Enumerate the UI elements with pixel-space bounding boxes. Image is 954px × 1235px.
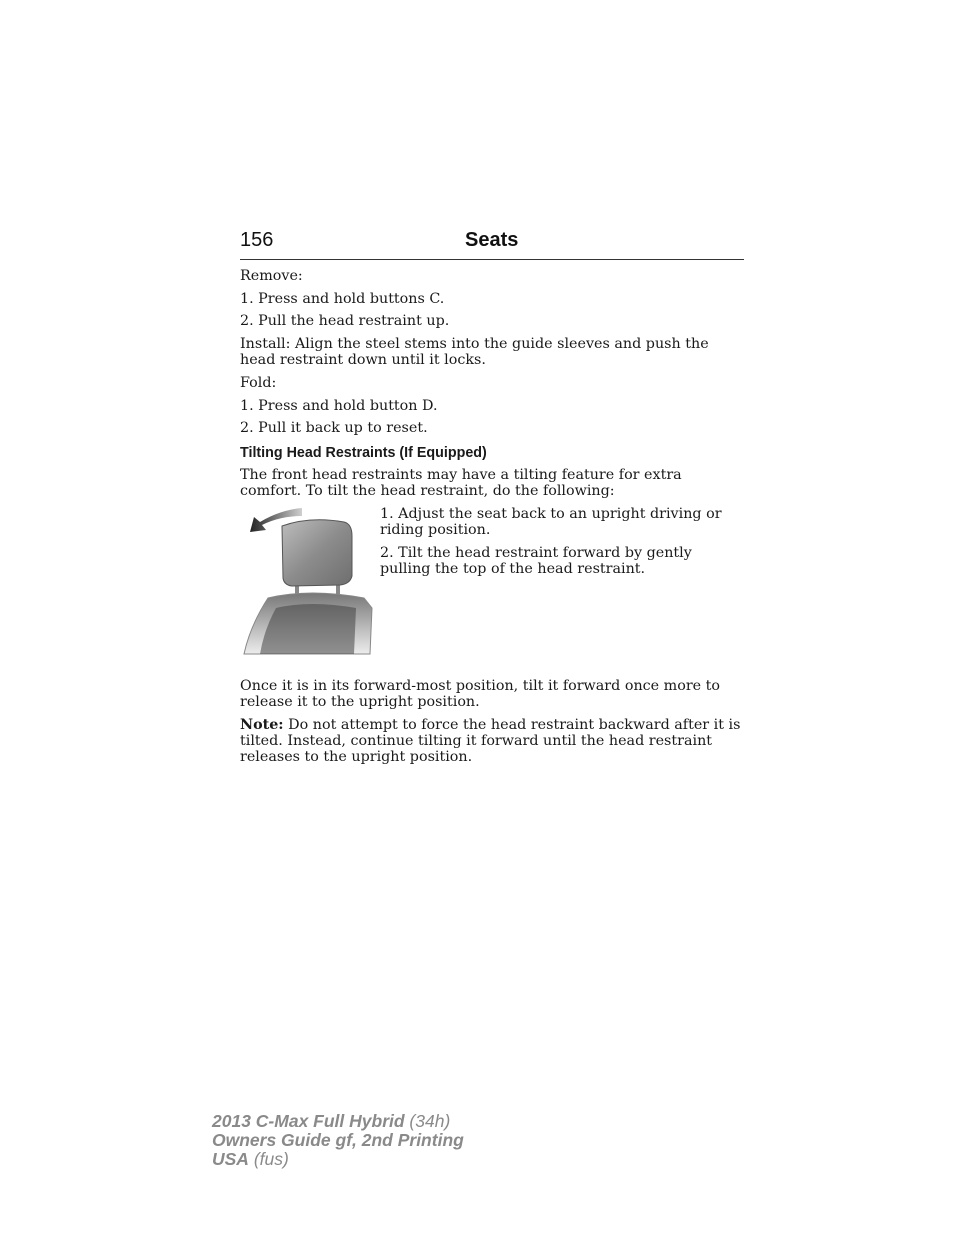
figure-row — [240, 506, 744, 666]
fold-label: Fold: — [240, 375, 277, 392]
footer-market-code: (fus) — [248, 1149, 289, 1169]
footer-line-1 — [212, 1112, 464, 1131]
note-label: Note: — [240, 716, 284, 733]
section-heading: Tilting Head Restraints (If Equipped) — [240, 444, 487, 461]
install-text: Install: Align the steel stems into the guide sleeves and push the head restraint down until it locks. — [240, 336, 709, 369]
tilt-step-1: 1. Adjust the seat back to an upright driving or riding position. — [380, 505, 722, 538]
page-content — [240, 268, 744, 772]
tilt-step-2: 2. Tilt the head restraint forward by gently pulling the top of the head restraint. — [380, 544, 692, 577]
note-paragraph — [240, 717, 744, 766]
footer — [212, 1112, 464, 1169]
intro-text: The front head restraints may have a tilting feature for extra comfort. To tilt the head restraint, do the following: — [240, 466, 682, 500]
fold-step-2: 2. Pull it back up to reset. — [240, 420, 428, 437]
release-text: Once it is in its forward-most position, tilt it forward once more to release it to the upright position. — [240, 677, 721, 710]
remove-label: Remove: — [240, 268, 303, 284]
note-text: Do not attempt to force the head restraint backward after it is tilted. Instead, continue tilting it forward until the head restraint releases to the upright position. — [240, 716, 741, 766]
footer-model-code: (34h) — [404, 1111, 451, 1131]
figure-steps — [380, 506, 744, 584]
footer-line-2 — [212, 1131, 464, 1150]
header-rule — [240, 259, 744, 260]
remove-step-1: 1. Press and hold buttons C. — [240, 290, 445, 307]
footer-market: USA — [212, 1149, 249, 1169]
footer-model: 2013 C-Max Full Hybrid — [212, 1111, 405, 1131]
page-title: Seats — [465, 229, 519, 251]
footer-printing: Owners Guide gf, 2nd Printing — [212, 1130, 464, 1150]
remove-step-2: 2. Pull the head restraint up. — [240, 313, 450, 330]
tilting-head-restraint-icon — [240, 506, 374, 656]
page-number: 156 — [240, 229, 274, 251]
fold-step-1: 1. Press and hold button D. — [240, 397, 438, 414]
footer-line-3 — [212, 1150, 464, 1169]
